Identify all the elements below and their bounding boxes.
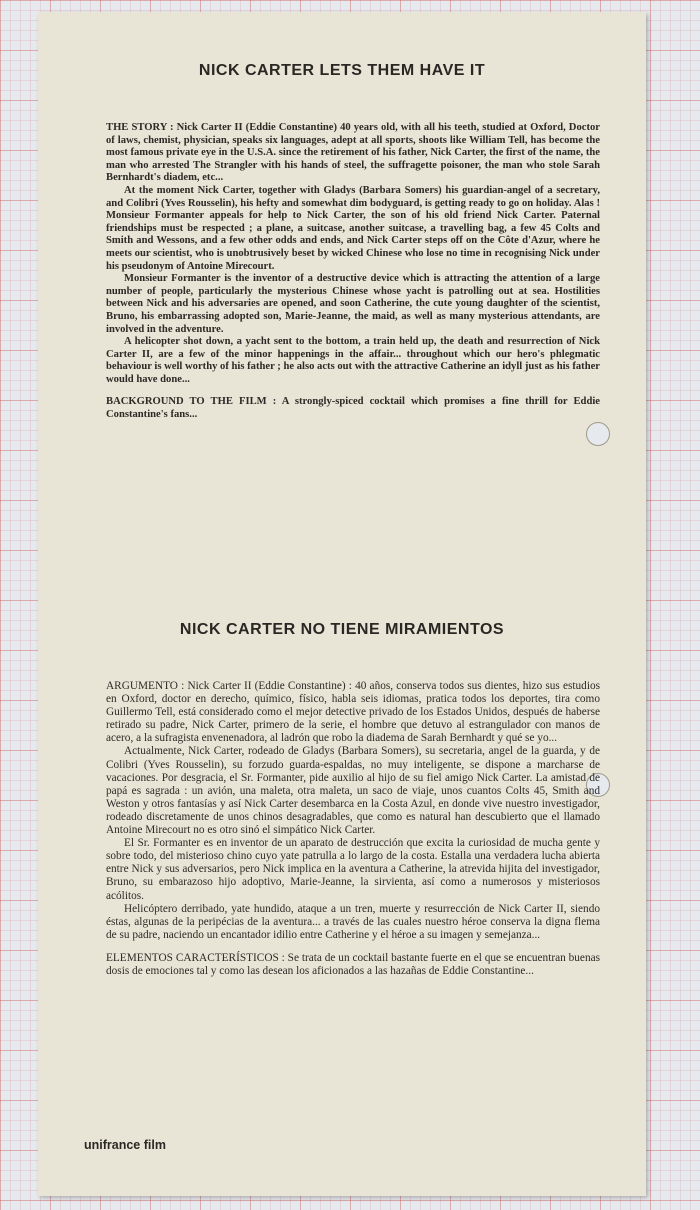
background-label: BACKGROUND TO THE FILM :	[106, 396, 277, 408]
spanish-argument-paragraph-4: Helicóptero derribado, yate hundido, ataque a un tren, muerte y resurrección de Nick Carter II, siendo éstas, algunas de la peripécias de la aventura... a través de las cuales nuestro héroe conserva la digna flema de su padre, naciendo un encantador idilio entre Catherine y el héroe a su imagen y semejanza...	[106, 902, 600, 941]
spanish-synopsis	[106, 680, 600, 978]
punch-hole-upper	[586, 422, 610, 446]
english-story-paragraph-2: At the moment Nick Carter, together with Gladys (Barbara Somers) his guardian-angel of a secretary, and Colibri (Yves Rousselin), his hefty and somewhat dim bodyguard, is getting ready to go on holiday. Alas ! Monsieur Formanter appeals for help to Nick Carter, the son of his old friend Nick Carter. Paternal friendships must be respected ; a plane, a suitcase, another suitcase, a travelling bag, a few 45 Colts and Smith and Wessons, and a few other odds and ends, and Nick Carter steps off on the Côte d'Azur, where he meets our scientist, who is unobtrusively beset by wicked Chinese who lose no time in recognising Nick under his pseudonym of Antoine Mirecourt.	[106, 184, 600, 272]
story-label: THE STORY :	[106, 122, 174, 133]
spanish-argument-paragraph-1: ARGUMENTO : Nick Carter II (Eddie Constantine) : 40 años, conserva todos sus dientes, hizo sus estudios en Oxford, doctor en derecho, químico, físico, habla seis idiomas, pratica todos los deportes, tira como Guillermo Tell, está considerado como el mejor detective privado de los Estados Unidos, después de haberse retirado su padre, Nick Carter, primero de la serie, el hombre que detuvo al estrangulador con manos de acero, a la sufragista envenenadora, al ladrón que robo la diadema de Sarah Bernhardt y qué se yo...	[106, 680, 601, 745]
english-background-paragraph: BACKGROUND TO THE FILM : A strongly-spiced cocktail which promises a fine thrill for Eddie Constantine's fans...	[106, 396, 600, 421]
english-story-paragraph-1: THE STORY : Nick Carter II (Eddie Constantine) 40 years old, with all his teeth, studied at Oxford, Doctor of laws, chemist, physician, speaks six languages, adept at all sports, shoots like William Tell, has become the most famous private eye in the U.S.A. since the retirement of his father, Nick Carter, the first of the name, the man who arrested The Strangler with his hands of steel, the suffragette poisoner, the man who stole Sarah Bernhardt's diadem, etc...	[106, 122, 600, 184]
english-title: NICK CARTER LETS THEM HAVE IT	[198, 62, 486, 79]
argument-label: ARGUMENTO :	[106, 680, 185, 692]
english-synopsis	[106, 122, 600, 422]
publisher-footer: unifrance film	[84, 1138, 166, 1152]
english-story-paragraph-4: A helicopter shot down, a yacht sent to the bottom, a train held up, the death and resurrection of Nick Carter II, are a few of the minor happenings in the affair... throughout which our hero's phlegmatic behaviour is well worthy of his father ; he also acts out with the attractive Catherine an idyll just as his father would have done...	[106, 336, 600, 385]
spanish-argument-paragraph-3: El Sr. Formanter es en inventor de un aparato de destrucción que excita la curiosidad de mucha gente y sobre todo, del misterioso chino cuyo yate patrulla a lo largo de la costa. Estalla una verdadera lucha abierta entre Nick y sus adversarios, pero Nick implica en la aventura a Catherine, la atrevida hijita del investigador, Bruno, su embarazoso hijo adoptivo, Marie-Jeanne, la sirvienta, así como a numerosos y misteriosos acólitos.	[106, 837, 600, 902]
spanish-argument-paragraph-2: Actualmente, Nick Carter, rodeado de Gladys (Barbara Somers), su secretaria, angel de la guarda, y de Colibri (Yves Rousselin), su forzudo guarda-espaldas, no muy inteligente, se dispone a marcharse de vacaciones. Por desgracia, el Sr. Formanter, pide auxilio al hijo de su fiel amigo Nick Carter. La amistad de papá es sagrada : un avión, una maleta, otra maleta, un saco de viaje, unos cuantos Colts 45, Smith and Weston y otros fantasías y así Nick Carter desembarca en la Costa Azul, en donde vive nuestro investigador, rodeado discretamente de unos chinos desagradables, que como es natural han descubierto que el llamado Antoine Mirecourt no es otro sinó el simpático Nick Carter.	[106, 745, 600, 837]
elements-label: ELEMENTOS CARACTERÍSTICOS :	[106, 951, 285, 964]
press-sheet	[38, 12, 646, 1196]
english-story-paragraph-3: Monsieur Formanter is the inventor of a destructive device which is attracting the attention of a large number of people, particularly the mysterious Chinese whose yacht is patrolling out at sea. Hostilities between Nick and his adversaries are opened, and soon Catherine, the cute young daughter of the scientist, Bruno, his embarrassing adopted son, Marie-Jeanne, the maid, as well as many mysterious attendants, are involved in the adventure.	[106, 273, 600, 335]
spanish-elements-paragraph: ELEMENTOS CARACTERÍSTICOS : Se trata de un cocktail bastante fuerte en el que se encuentran buenas dosis de emociones tal y como las desean los aficionados a las hazañas de Eddie Constantine...	[106, 951, 601, 977]
spanish-title: NICK CARTER NO TIENE MIRAMIENTOS	[179, 621, 505, 638]
